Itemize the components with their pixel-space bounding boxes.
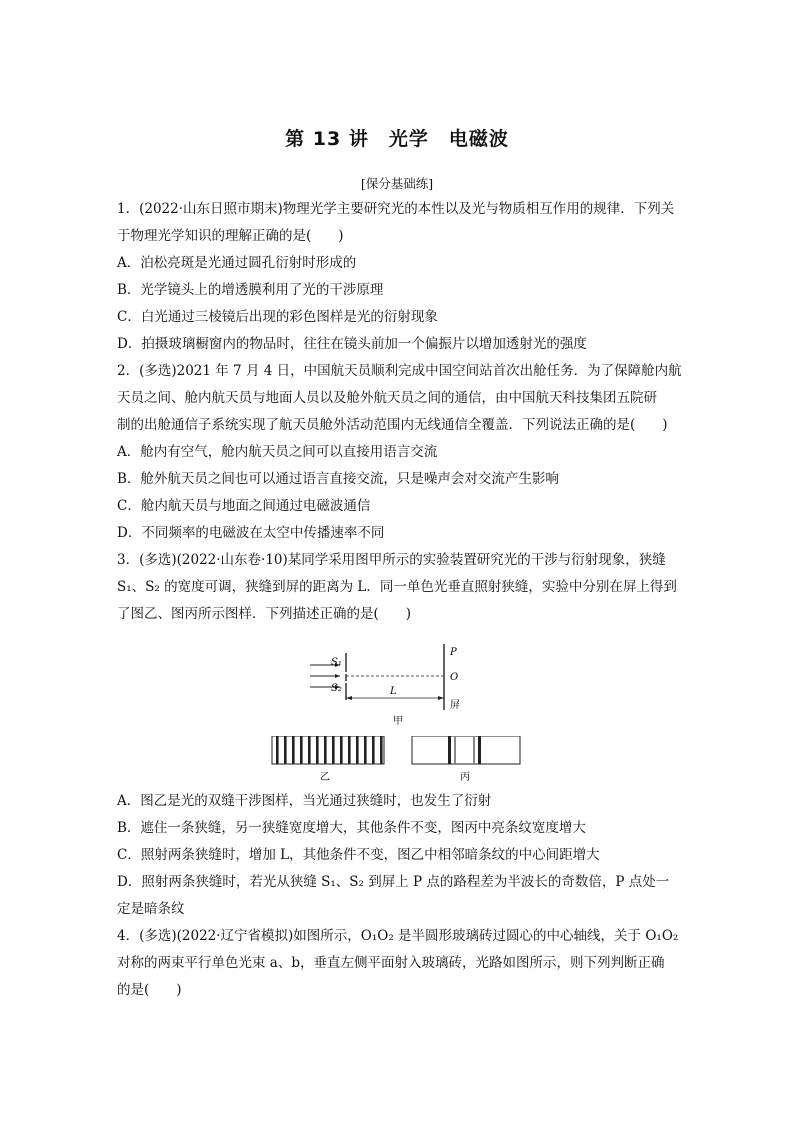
text-line: B．光学镜头上的增透膜利用了光的干涉原理 [117, 282, 384, 298]
fringe-yi [272, 736, 384, 783]
text-line: S₁、S₂ 的宽度可调，狭缝到屏的距离为 L．同一单色光垂直照射狭缝，实验中分别在屏上得到 [117, 579, 677, 595]
page-title: 第 13 讲 光学 电磁波 [285, 128, 509, 150]
dark-fringe [364, 736, 367, 764]
fringe-figures [270, 736, 530, 786]
text-line: D．不同频率的电磁波在太空中传播速率不同 [117, 525, 385, 541]
text-line: 对称的两束平行单色光束 a、b，垂直左侧平面射入玻璃砖，光路如图所示，则下列判断正确 [117, 955, 665, 971]
dark-fringe [348, 736, 351, 764]
slit-apparatus-figure [260, 638, 500, 733]
text-line: 3．(多选)(2022·山东卷·10)某同学采用图甲所示的实验装置研究光的干涉与衍射现象，狭缝 [117, 552, 666, 568]
dark-fringe [340, 736, 343, 764]
dark-fringe [324, 736, 327, 764]
arrow-icon [346, 696, 352, 700]
fringe-frame [272, 736, 384, 764]
text-line: B．舱外航天员之间也可以通过语言直接交流，只是噪声会对交流产生影响 [117, 471, 559, 487]
text-line: 1．(2022·山东日照市期末)物理光学主要研究光的本性以及光与物质相互作用的规律．下列关 [117, 201, 675, 217]
text-line: A．泊松亮斑是光通过圆孔衍射时形成的 [117, 255, 357, 271]
section-label: [保分基础练] [360, 176, 434, 191]
o-label: O [450, 672, 459, 683]
figure-jia-caption: 甲 [393, 716, 403, 727]
dark-fringe [308, 736, 311, 764]
text-line: 了图乙、图丙所示图样．下列描述正确的是( ) [117, 606, 412, 622]
dark-fringe [356, 736, 359, 764]
text-line: 2．(多选)2021 年 7 月 4 日，中国航天员顺利完成中国空间站首次出舱任务．为了保障舱内航 [117, 363, 682, 379]
text-line: 制的出舱通信子系统实现了航天员舱外活动范围内无线通信全覆盖．下列说法正确的是( ) [117, 417, 668, 433]
text-line: 天员之间、舱内航天员与地面人员以及舱外航天员之间的通信，由中国航天科技集团五院研 [117, 390, 657, 406]
text-line: 4．(多选)(2022·辽宁省模拟)如图所示，O₁O₂ 是半圆形玻璃砖过圆心的中心轴线，关于 O₁O₂ [117, 928, 679, 944]
text-line: 定是暗条纹 [117, 901, 185, 917]
dark-fringe [473, 736, 475, 764]
dark-fringe [448, 736, 451, 764]
s1-label: S₁ [331, 657, 342, 668]
dark-fringe [454, 736, 456, 764]
dark-fringe [276, 736, 279, 764]
text-line: D．拍摄玻璃橱窗内的物品时，往往在镜头前加一个偏振片以增加透射光的强度 [117, 336, 587, 352]
dark-fringe [292, 736, 295, 764]
dark-fringe [380, 736, 383, 764]
arrow-icon [335, 674, 340, 678]
dark-fringe [332, 736, 335, 764]
screen-label: 屏 [450, 700, 460, 711]
text-line: A．图乙是光的双缝干涉图样，当光通过狭缝时，也发生了衍射 [117, 793, 492, 809]
figure-yi-caption: 乙 [320, 772, 330, 783]
dark-fringe [478, 736, 481, 764]
text-line: 于物理光学知识的理解正确的是( ) [117, 228, 344, 244]
text-line: C．照射两条狭缝时，增加 L，其他条件不变，图乙中相邻暗条纹的中心间距增大 [117, 847, 600, 863]
l-label: L [390, 686, 397, 697]
figure-bing-caption: 丙 [460, 772, 470, 783]
text-line: B．遮住一条狭缝，另一狭缝宽度增大，其他条件不变，图丙中亮条纹宽度增大 [117, 820, 586, 836]
s2-label: S₂ [331, 683, 342, 694]
text-line: C．舱内航天员与地面之间通过电磁波通信 [117, 498, 371, 514]
fringe-bing [412, 736, 520, 783]
text-line: 的是( ) [117, 982, 182, 998]
arrow-icon [438, 696, 444, 700]
fringe-frame [412, 736, 520, 764]
dark-fringe [372, 736, 375, 764]
dark-fringe [300, 736, 303, 764]
p-label: P [450, 647, 457, 658]
dark-fringe [316, 736, 319, 764]
dark-fringe [284, 736, 287, 764]
text-line: A．舱内有空气，舱内航天员之间可以直接用语言交流 [117, 444, 438, 460]
text-line: C．白光通过三棱镜后出现的彩色图样是光的衍射现象 [117, 309, 438, 325]
text-line: D．照射两条狭缝时，若光从狭缝 S₁、S₂ 到屏上 P 点的路程差为半波长的奇数倍，P 点处一 [117, 874, 670, 890]
